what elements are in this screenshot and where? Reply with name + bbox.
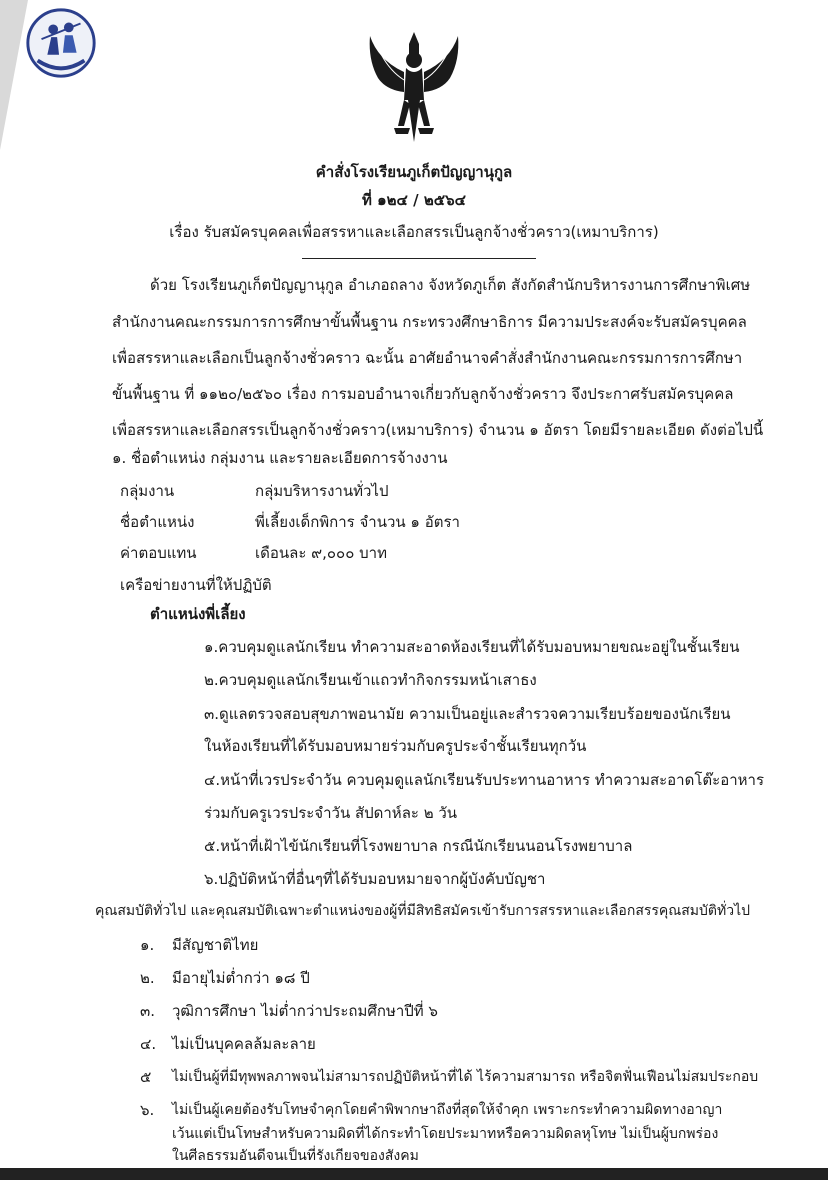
school-logo-icon <box>22 4 100 82</box>
duty-line-2: ๒.ควบคุมดูแลนักเรียนเข้าแถวทำกิจกรรมหน้าเสาธง <box>204 671 537 689</box>
info-value-group: กลุ่มบริหารงานทั่วไป <box>255 482 389 500</box>
position-heading: ตำแหน่งพี่เลี้ยง <box>150 605 246 623</box>
qual-text-5: ไม่เป็นผู้ที่มีทุพพลภาพจนไม่สามารถปฏิบัติหน้าที่ได้ ไร้ความสามารถ หรือจิตฟั่นเฟือนไม่สมประกอบ <box>172 1069 759 1085</box>
qual-num-5: ๕ <box>140 1068 152 1086</box>
intro-line-2: สำนักงานคณะกรรมการการศึกษาขั้นพื้นฐาน กระทรวงศึกษาธิการ มีความประสงค์จะรับสมัครบุคคล <box>112 313 747 331</box>
qualifications-heading: คุณสมบัติทั่วไป และคุณสมบัติเฉพาะตำแหน่งของผู้ที่มีสิทธิสมัครเข้ารับการสรรหาและเลือกสรรคุณสมบัติทั่วไป <box>95 903 751 919</box>
qual-text-3: วุฒิการศึกษา ไม่ต่ำกว่าประถมศึกษาปีที่ ๖ <box>172 1002 438 1020</box>
duty-line-3: ๓.ดูแลตรวจสอบสุขภาพอนามัย ความเป็นอยู่และสำรวจความเรียบร้อยของนักเรียน <box>204 705 731 723</box>
header-divider <box>302 258 536 259</box>
intro-line-4: ขั้นพื้นฐาน ที่ ๑๑๒๐/๒๕๖๐ เรื่อง การมอบอำนาจเกี่ยวกับลูกจ้างชั่วคราว จึงประกาศรับสมัครบุคคล <box>112 385 734 403</box>
info-value-position: พี่เลี้ยงเด็กพิการ จำนวน ๑ อัตรา <box>255 513 460 531</box>
info-value-salary: เดือนละ ๙,๐๐๐ บาท <box>255 544 387 562</box>
qual-text-2: มีอายุไม่ต่ำกว่า ๑๘ ปี <box>172 969 310 987</box>
section-1-heading: ๑. ชื่อตำแหน่ง กลุ่มงาน และรายละเอียดการจ้างงาน <box>112 449 448 467</box>
qual-text-6-line-3: ในศีลธรรมอันดีจนเป็นที่รังเกียจของสังคม <box>172 1148 419 1164</box>
intro-line-3: เพื่อสรรหาและเลือกเป็นลูกจ้างชั่วคราว ฉะนั้น อาศัยอำนาจคำสั่งสำนักงานคณะกรรมการการศึกษา <box>112 349 743 367</box>
qual-num-4: ๔. <box>140 1035 157 1053</box>
garuda-emblem-icon <box>364 30 464 148</box>
info-label-group: กลุ่มงาน <box>120 482 175 500</box>
qual-text-6-line-2: เว้นแต่เป็นโทษสำหรับความผิดที่ได้กระทำโดยประมาทหรือความผิดลหุโทษ ไม่เป็นผู้บกพร่อง <box>172 1126 719 1142</box>
duties-heading: เครือข่ายงานที่ให้ปฏิบัติ <box>120 576 272 594</box>
duty-line-4: ๔.หน้าที่เวรประจำวัน ควบคุมดูแลนักเรียนรับประทานอาหาร ทำความสะอาดโต๊ะอาหาร <box>204 771 764 789</box>
order-number: ที่ ๑๒๔ / ๒๕๖๔ <box>362 191 466 209</box>
duty-line-4b: ร่วมกับครูเวรประจำวัน สัปดาห์ละ ๒ วัน <box>204 804 458 822</box>
qual-num-1: ๑. <box>140 936 155 954</box>
qual-num-3: ๓. <box>140 1002 156 1020</box>
order-title: คำสั่งโรงเรียนภูเก็ตปัญญานุกูล <box>315 163 513 181</box>
info-label-salary: ค่าตอบแทน <box>120 544 197 562</box>
info-label-position: ชื่อตำแหน่ง <box>120 513 195 531</box>
intro-line-1: ด้วย โรงเรียนภูเก็ตปัญญานุกูล อำเภอถลาง จังหวัดภูเก็ต สังกัดสำนักบริหารงานการศึกษาพิเศษ <box>150 276 751 294</box>
qual-text-1: มีสัญชาติไทย <box>172 936 259 954</box>
bottom-edge-bar <box>0 1168 828 1180</box>
qual-text-4: ไม่เป็นบุคคลล้มละลาย <box>172 1035 316 1053</box>
intro-line-5: เพื่อสรรหาและเลือกสรรเป็นลูกจ้างชั่วคราว(เหมาบริการ) จำนวน ๑ อัตรา โดยมีรายละเอียด ดังต่อไปนี้ <box>112 421 764 439</box>
qual-num-2: ๒. <box>140 969 155 987</box>
duty-line-3b: ในห้องเรียนที่ได้รับมอบหมายร่วมกับครูประจำชั้นเรียนทุกวัน <box>204 737 587 755</box>
qual-text-6-line-1: ไม่เป็นผู้เคยต้องรับโทษจำคุกโดยคำพิพากษาถึงที่สุดให้จำคุก เพราะกระทำความผิดทางอาญา <box>172 1102 723 1118</box>
order-subject: เรื่อง รับสมัครบุคคลเพื่อสรรหาและเลือกสรรเป็นลูกจ้างชั่วคราว(เหมาบริการ) <box>169 223 659 241</box>
duty-line-5: ๕.หน้าที่เฝ้าไข้นักเรียนที่โรงพยาบาล กรณีนักเรียนนอนโรงพยาบาล <box>204 837 633 855</box>
qual-num-6: ๖. <box>140 1101 155 1119</box>
duty-line-6: ๖.ปฏิบัติหน้าที่อื่นๆที่ได้รับมอบหมายจากผู้บังคับบัญชา <box>204 870 546 888</box>
duty-line-1: ๑.ควบคุมดูแลนักเรียน ทำความสะอาดห้องเรียนที่ได้รับมอบหมายขณะอยู่ในชั้นเรียน <box>204 638 740 656</box>
